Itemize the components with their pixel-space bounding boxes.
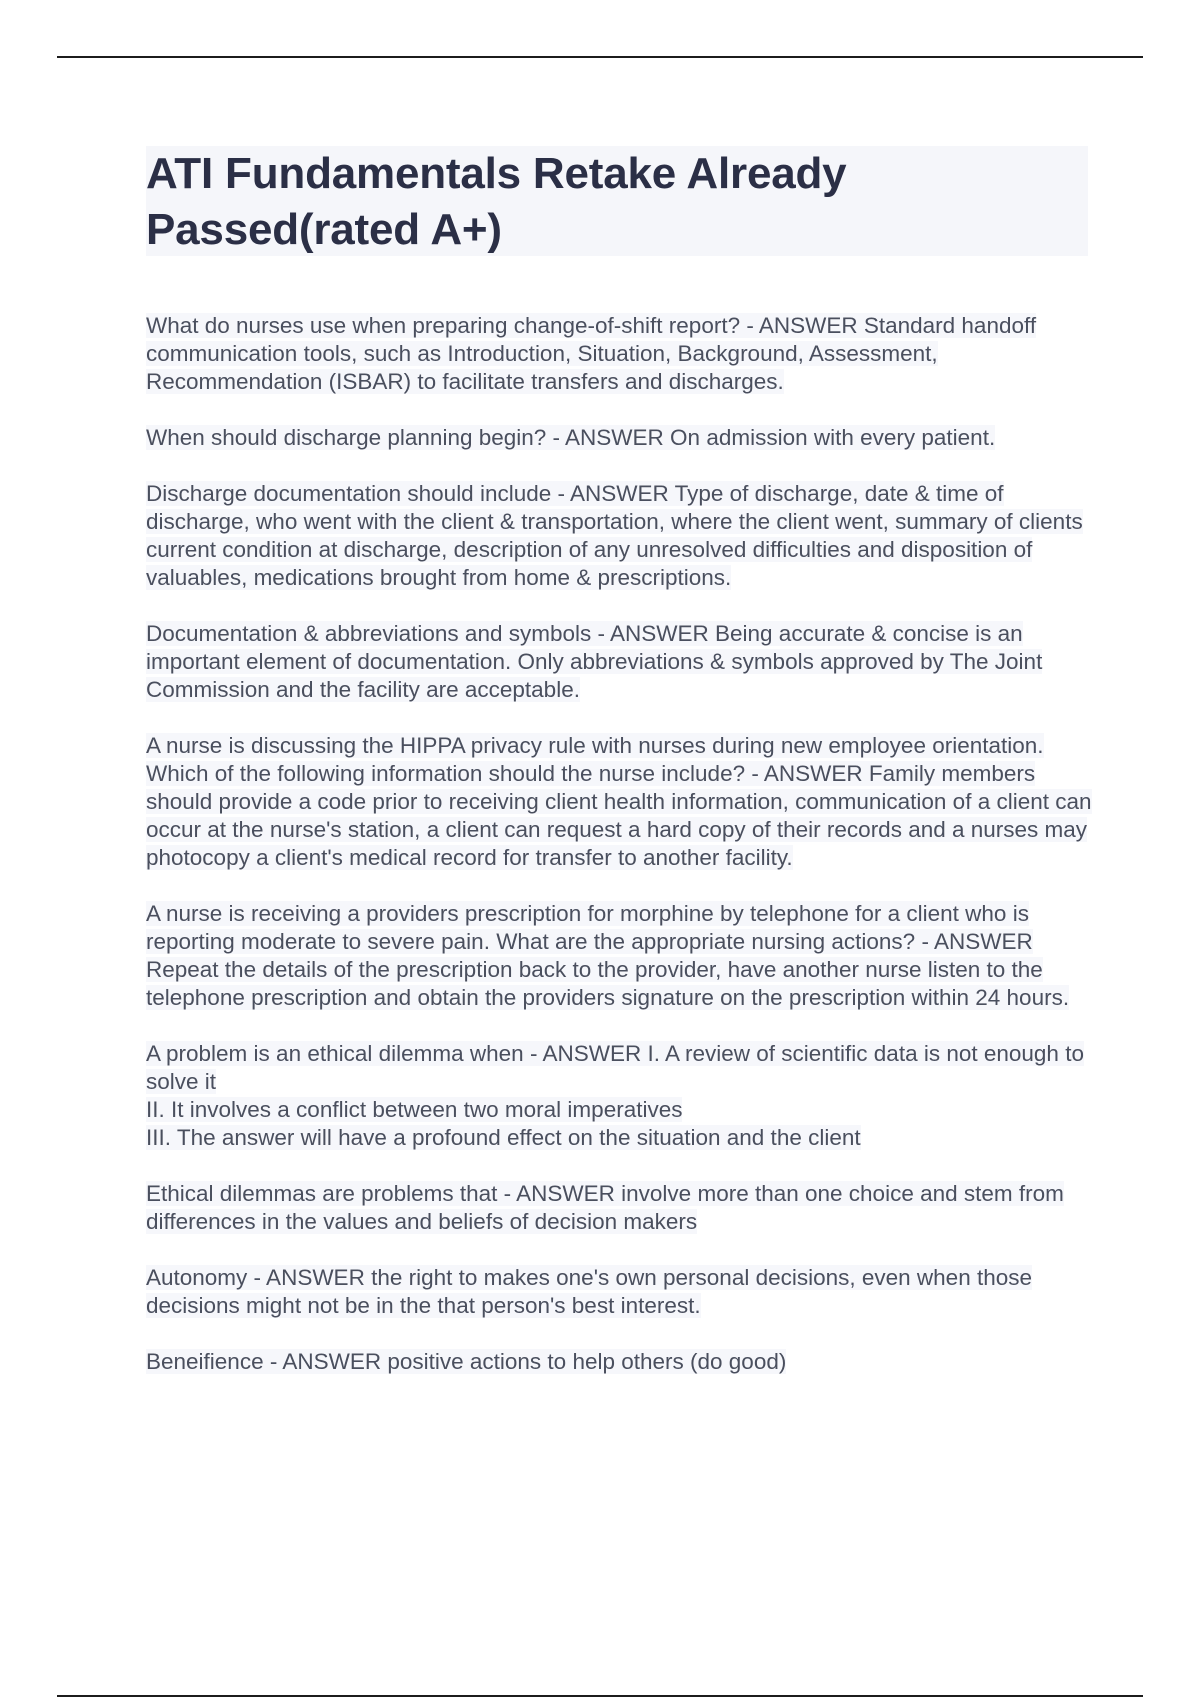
qa-entry: When should discharge planning begin? - ANSWER On admission with every patient. xyxy=(146,425,996,450)
qa-entry: A nurse is discussing the HIPPA privacy rule with nurses during new employee orientation. Which of the following information should the nurse include? - ANSWER Family members should provide a code prior to receiving client health information, communication of a client can occur at the nurse's station, a client can request a hard copy of their records and a nurses may photocopy a client's medical record for transfer to another facility. xyxy=(146,733,1092,870)
bottom-rule xyxy=(57,1695,1143,1697)
top-rule xyxy=(57,56,1143,58)
qa-entry: Beneifience - ANSWER positive actions to help others (do good) xyxy=(146,1349,787,1374)
document-body xyxy=(146,312,1096,1404)
document-title: ATI Fundamentals Retake Already Passed(rated A+) xyxy=(146,149,847,254)
qa-entry: Autonomy - ANSWER the right to makes one's own personal decisions, even when those decisions might not be in the that person's best interest. xyxy=(146,1265,1033,1318)
qa-entry: A nurse is receiving a providers prescription for morphine by telephone for a client who is reporting moderate to severe pain. What are the appropriate nursing actions? - ANSWER Repeat the details of the prescription back to the provider, have another nurse listen to the telephone prescription and obtain the providers signature on the prescription within 24 hours. xyxy=(146,901,1070,1010)
qa-entry: Ethical dilemmas are problems that - ANSWER involve more than one choice and stem from differences in the values and beliefs of decision makers xyxy=(146,1181,1064,1234)
qa-entry: A problem is an ethical dilemma when - ANSWER I. A review of scientific data is not enough to solve it II. It involves a conflict between two moral imperatives III. The answer will have a profound effect on the situation and the client xyxy=(146,1041,1084,1150)
qa-entry: Documentation & abbreviations and symbols - ANSWER Being accurate & concise is an important element of documentation. Only abbreviations & symbols approved by The Joint Commission and the facility are acceptable. xyxy=(146,621,1043,702)
qa-entry: What do nurses use when preparing change-of-shift report? - ANSWER Standard handoff communication tools, such as Introduction, Situation, Background, Assessment, Recommendation (ISBAR) to facilitate transfers and discharges. xyxy=(146,313,1037,394)
qa-entry: Discharge documentation should include - ANSWER Type of discharge, date & time of discharge, who went with the client & transportation, where the client went, summary of clients current condition at discharge, description of any unresolved difficulties and disposition of valuables, medications brought from home & prescriptions. xyxy=(146,481,1083,590)
